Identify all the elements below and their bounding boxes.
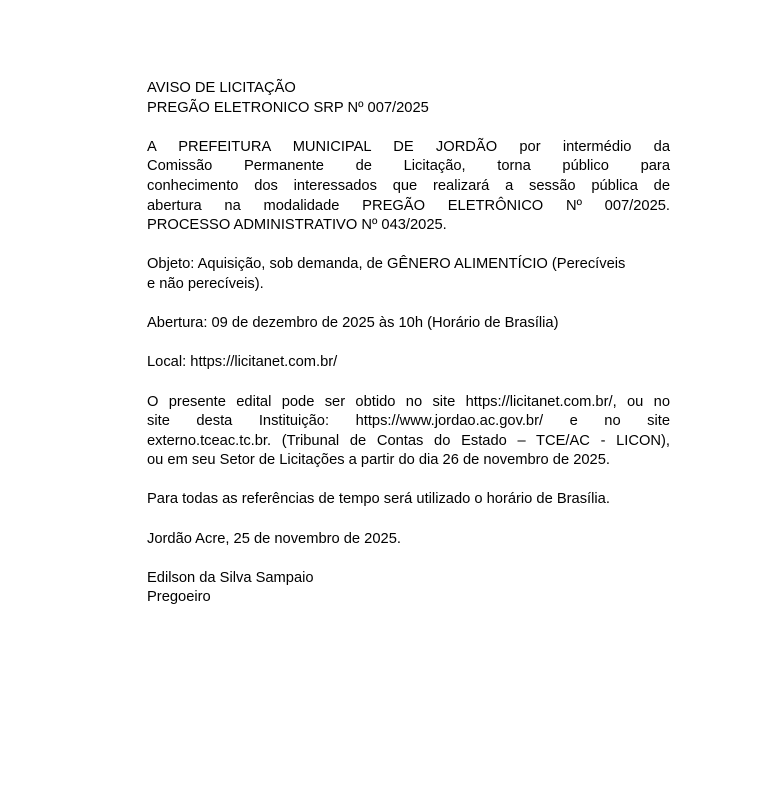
objeto-paragraph bbox=[147, 255, 670, 294]
edital-paragraph-line: ou em seu Setor de Licitações a partir do dia 26 de novembro de 2025. bbox=[147, 452, 610, 469]
abertura-line: Abertura: 09 de dezembro de 2025 às 10h (Horário de Brasília) bbox=[147, 315, 559, 332]
edital-paragraph bbox=[147, 393, 670, 471]
objeto-line: Objeto: Aquisição, sob demanda, de GÊNERO ALIMENTÍCIO (Perecíveis bbox=[147, 256, 626, 273]
edital-paragraph-line: O presente edital pode ser obtido no site https://licitanet.com.br/, ou no bbox=[147, 393, 670, 410]
local-line: Local: https://licitanet.com.br/ bbox=[147, 354, 338, 371]
referencias-tempo-paragraph bbox=[147, 490, 670, 510]
edital-paragraph-line: site desta Instituição: https://www.jordao.ac.gov.br/ e no site bbox=[147, 413, 670, 430]
local-data-line: Jordão Acre, 25 de novembro de 2025. bbox=[147, 530, 401, 547]
edital-paragraph-line: externo.tceac.tc.br. (Tribunal de Contas do Estado – TCE/AC - LICON), bbox=[147, 432, 670, 449]
intro-paragraph-line: abertura na modalidade PREGÃO ELETRÔNICO Nº 007/2025. bbox=[147, 197, 670, 214]
referencias-tempo-line: Para todas as referências de tempo será utilizado o horário de Brasília. bbox=[147, 491, 610, 508]
intro-paragraph-line: Comissão Permanente de Licitação, torna público para bbox=[147, 158, 670, 175]
signature-role: Pregoeiro bbox=[147, 589, 211, 606]
document-body bbox=[147, 79, 670, 608]
intro-paragraph-line: conhecimento dos interessados que realizará a sessão pública de bbox=[147, 177, 670, 194]
notice-title: AVISO DE LICITAÇÃO bbox=[147, 80, 296, 96]
abertura-paragraph bbox=[147, 314, 670, 334]
intro-paragraph-line: A PREFEITURA MUNICIPAL DE JORDÃO por intermédio da bbox=[147, 138, 670, 155]
local-paragraph bbox=[147, 353, 670, 373]
local-data-paragraph bbox=[147, 530, 670, 550]
intro-paragraph-line: PROCESSO ADMINISTRATIVO Nº 043/2025. bbox=[147, 217, 447, 234]
objeto-line: e não perecíveis). bbox=[147, 275, 264, 292]
intro-paragraph bbox=[147, 138, 670, 236]
signature-name: Edilson da Silva Sampaio bbox=[147, 569, 314, 586]
notice-subtitle: PREGÃO ELETRONICO SRP Nº 007/2025 bbox=[147, 99, 429, 116]
notice-header bbox=[147, 79, 670, 118]
signature-block bbox=[147, 569, 670, 608]
